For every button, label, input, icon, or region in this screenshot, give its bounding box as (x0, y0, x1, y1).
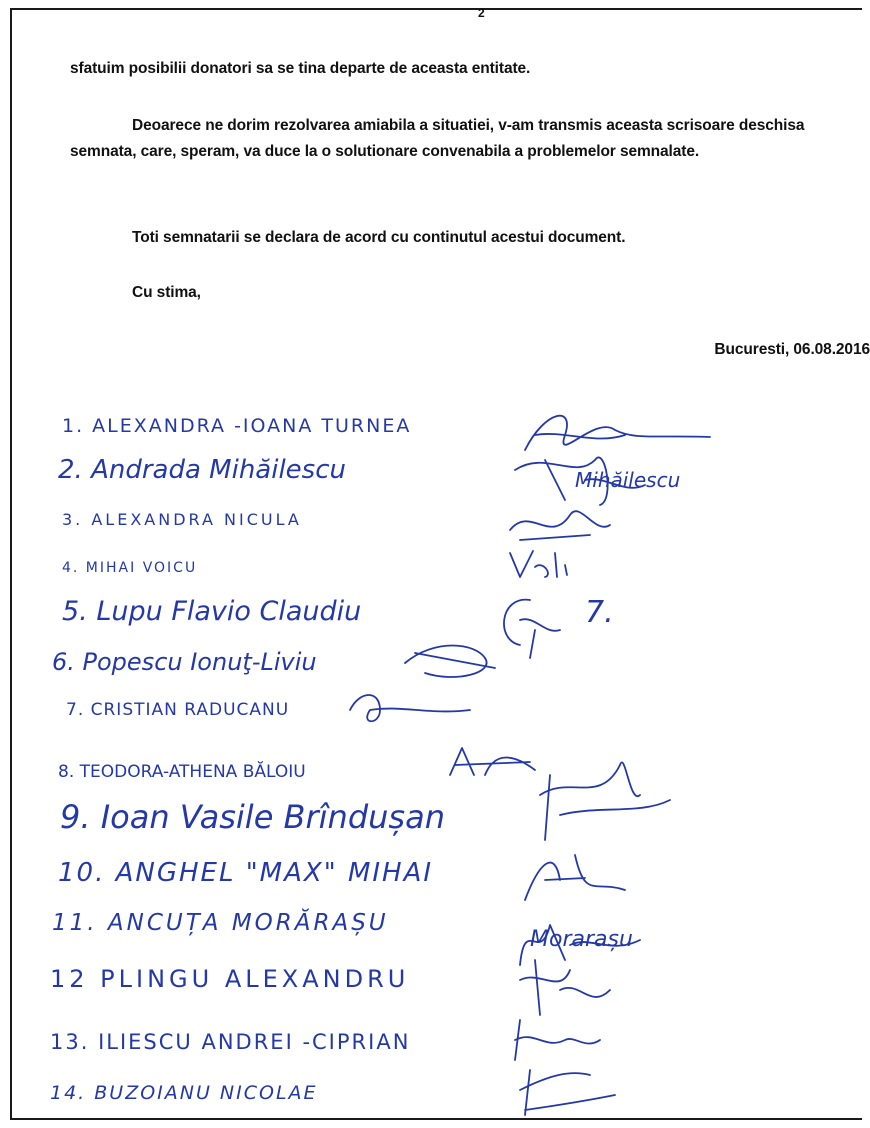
signatory-name-7: 7. CRISTIAN RADUCANU (66, 700, 290, 720)
signatory-name-12: 12 PLINGU ALEXANDRU (50, 965, 410, 993)
signature-7 (340, 685, 480, 730)
page-number: 2 (478, 6, 485, 20)
signatory-name-2: 2. Andrada Mihăilescu (58, 455, 346, 485)
signatory-name-4: 4. MIHAI VOICU (62, 560, 198, 576)
place-date: Bucuresti, 06.08.2016 (714, 341, 870, 358)
signature-2-text: Mihăilescu (575, 468, 681, 492)
letter-paragraph-1: Deoarece ne dorim rezolvarea amiabila a situatiei, v-am transmis aceasta scrisoare deschisa semnata, care, speram, va duce la o solutionare convenabila a problemelor semnalate. (70, 117, 805, 160)
letter-paragraph-2: Toti semnatarii se declara de acord cu continutul acestui document. (132, 229, 626, 246)
signatory-name-3: 3. ALEXANDRA NICULA (62, 510, 302, 529)
signatory-name-14: 14. BUZOIANU NICOLAE (50, 1082, 318, 1104)
signature-11-text: Morarașu (530, 927, 633, 952)
signature-8 (440, 740, 540, 785)
signatory-name-1: 1. ALEXANDRA -IOANA TURNEA (62, 415, 412, 437)
signature-5-mark: 7. (585, 595, 614, 630)
signatory-name-6: 6. Popescu Ionuţ-Liviu (52, 648, 317, 676)
signature-4 (505, 545, 575, 585)
signatory-name-13: 13. ILIESCU ANDREI -CIPRIAN (50, 1030, 411, 1054)
signatory-name-11: 11. ANCUȚA MORĂRAȘU (52, 910, 389, 936)
signature-9 (530, 745, 680, 845)
signature-6 (395, 628, 515, 688)
letter-line-top: sfatuim posibilii donatori sa se tina departe de aceasta entitate. (70, 60, 531, 77)
signatory-name-10: 10. ANGHEL "MAX" MIHAI (58, 858, 434, 888)
signatory-name-9: 9. Ioan Vasile Brîndușan (60, 798, 445, 836)
signature-10 (515, 840, 635, 910)
letter-closing: Cu stima, (132, 284, 201, 301)
signatory-name-5: 5. Lupu Flavio Claudiu (62, 596, 362, 627)
signatory-name-8: 8. TEODORA-ATHENA BĂLOIU (58, 762, 306, 782)
signature-14 (510, 1060, 620, 1120)
signature-13 (505, 1010, 605, 1065)
